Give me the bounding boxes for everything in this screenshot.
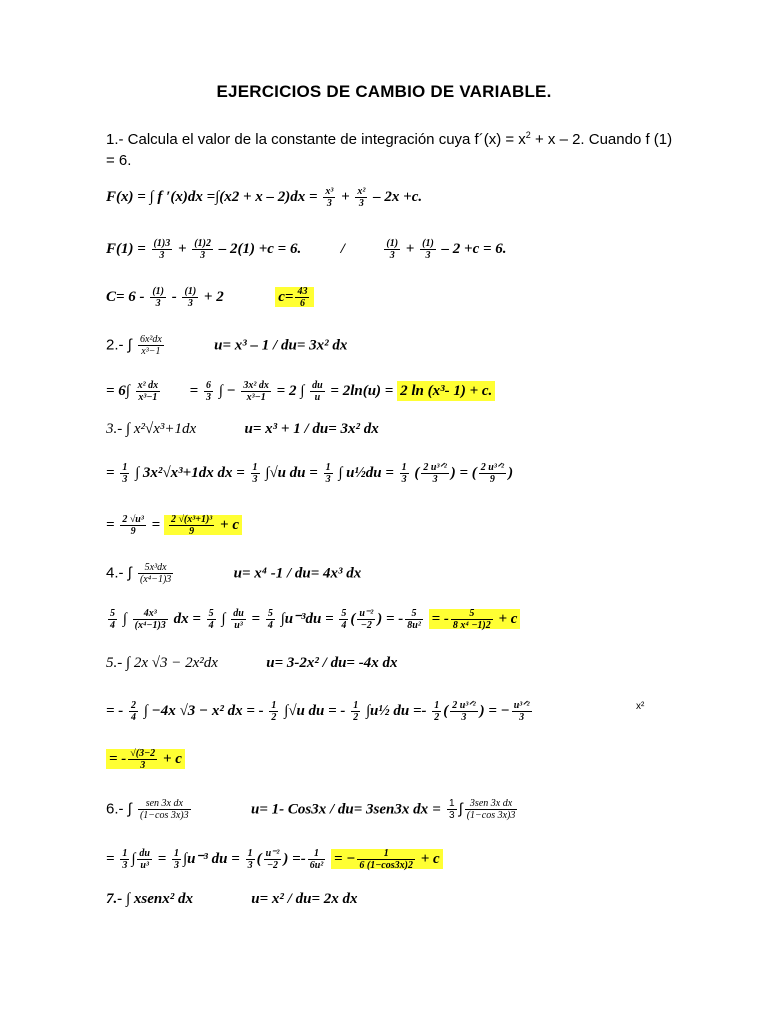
statement-sup: 2 bbox=[525, 130, 531, 140]
exercise-1-statement bbox=[106, 126, 672, 149]
exercise-4-statement: 4.- ∫ $\frac{\text{5x³dx}}{\text{(x⁴−1)3}}$ u= x⁴ -1 / du= 4x³ dx bbox=[106, 562, 362, 585]
fraction: $\frac{\text{3x² dx}}{\text{x³−1}}$ bbox=[243, 380, 269, 403]
exercise-6-statement: 6.- ∫ $\frac{\text{sen 3x dx}}{(1-\cos 3x)3}$ u= 1- Cos3x / du= 3sen3x dx = $\frac{1}{3}$ ∫ $\frac{\text{3sen 3x dx}}{(1-\cos 3x)3}$ bbox=[106, 798, 516, 821]
exercise-3-line-3: = $\frac{\text{2 √u³}}{9}$ = $\frac{\text{2 √(x³+1)³}}{9}$ + c bbox=[106, 514, 242, 537]
substitution: u= x⁴ -1 / du= 4x³ dx bbox=[233, 565, 362, 582]
highlighted-answer: = - $\frac{5}{\text{8 x⁴ −1)2}}$ + c bbox=[429, 609, 521, 629]
highlighted-answer: = − $\frac{1}{6 (1-\cos 3x)2}$ + c bbox=[331, 849, 443, 869]
highlighted-answer: = - $\frac{√(3-2}{3}$ + c bbox=[106, 749, 185, 769]
slash: / bbox=[340, 240, 345, 257]
substitution: u= x² / du= 2x dx bbox=[251, 891, 358, 907]
page-title: EJERCICIOS DE CAMBIO DE VARIABLE. bbox=[216, 82, 552, 101]
exercise-label: 5.- ∫ 2x √3 − 2x²dx bbox=[106, 655, 218, 671]
statement-text-b: + x – 2. Cuando f (1) bbox=[530, 131, 673, 148]
fraction: $\frac{(1)3}{3}$ bbox=[153, 238, 171, 261]
substitution: u= x³ + 1 / du= 3x² dx bbox=[244, 421, 379, 437]
expr: F(1) = bbox=[106, 240, 150, 257]
expr: + 2 bbox=[203, 288, 224, 305]
expr: + bbox=[341, 188, 354, 205]
substitution: u= 3-2x² / du= -4x dx bbox=[266, 655, 398, 671]
highlighted-answer: 2 ln (x³- 1) + c. bbox=[397, 381, 495, 401]
fraction: $\frac{(1)}{3}$ bbox=[386, 238, 399, 261]
expr: – 2(1) +c = 6. bbox=[218, 240, 302, 257]
exercise-label: 6.- ∫ bbox=[106, 800, 132, 818]
fraction: $\frac{(1)}{3}$ bbox=[422, 238, 434, 261]
fraction: $\frac{\text{x³}}{3}$ bbox=[325, 186, 334, 209]
expr: F(x) = ∫ f ′(x)dx =∫(x2 + x – 2)dx = bbox=[106, 188, 318, 205]
exercise-7-statement bbox=[106, 890, 358, 908]
exercise-3-statement bbox=[106, 420, 379, 438]
exercise-label: 4.- ∫ bbox=[106, 564, 132, 582]
exercise-label: 7.- ∫ xsenx² dx bbox=[106, 891, 193, 907]
fraction: $\frac{du}{u}$ bbox=[312, 380, 323, 403]
exercise-2-statement bbox=[106, 334, 347, 357]
exercise-1-line-3 bbox=[106, 286, 314, 309]
fraction: $\frac{(1)}{3}$ bbox=[184, 286, 197, 309]
highlighted-answer: $\frac{\text{2 √(x³+1)³}}{9}$ + c bbox=[164, 515, 242, 535]
expr: + bbox=[177, 240, 191, 257]
exercise-5-line-2: = - $\frac{2}{4}$ ∫ −4x √3 − x² dx = - $\frac{1}{2}$ ∫√u du = - $\frac{1}{2}$ ∫u½ du =- $\frac{1}{2}$ ( $\frac{\text{2 u³ᐟ²}}{3}$ ) = − $\frac{\text{u³ᐟ²}}{3}$ bbox=[106, 700, 530, 723]
exercise-5-statement bbox=[106, 654, 397, 672]
statement-text: 1.- Calcula el valor de la constante de integración cuya f´(x) = x bbox=[106, 131, 526, 148]
expr: – 2 +c = 6. bbox=[441, 240, 507, 257]
exercise-6-line-2: = $\frac{1}{3}$ ∫ $\frac{du}{\text{u³}}$ = $\frac{1}{3}$ ∫u⁻³ du = $\frac{1}{3}$ ( $\frac{\text{u⁻²}}{-2}$ ) =- $\frac{1}{\text{6u²}}$ = − $\frac{1}{6 (1-\cos 3x)2}$ + c bbox=[106, 848, 443, 871]
exercise-label: 3.- ∫ x²√x³+1dx bbox=[106, 421, 197, 437]
exercise-5-line-3 bbox=[106, 748, 185, 771]
fraction: $\frac{(1)2}{3}$ bbox=[194, 238, 211, 261]
expr: - bbox=[171, 288, 181, 305]
fraction: $\frac{6}{3}$ bbox=[205, 380, 211, 403]
exercise-1-line-2: F(1) = $\frac{(1)3}{3}$ + $\frac{(1)2}{3}$ – 2(1) +c = 6. / $\frac{(1)}{3}$ + $\frac{(1)}{3}$ – 2 +c = 6. bbox=[106, 238, 507, 261]
fraction: $\frac{\text{6x²dx}}{\text{x³−1}}$ bbox=[139, 334, 162, 357]
exercise-1-statement-cont: = 6. bbox=[106, 152, 132, 169]
exercise-4-line-2: $\frac{5}{4}$ ∫ $\frac{\text{4x³}}{\text{(x⁴−1)3}}$ dx = $\frac{5}{4}$ ∫ $\frac{du}{\text{u³}}$ = $\frac{5}{4}$ ∫u⁻³du = $\frac{5}{4}$ ( $\frac{\text{u⁻²}}{-2}$ ) = - $\frac{5}{\text{8u²}}$ = - $\frac{5}{\text{8 x⁴ −1)2}}$ + c bbox=[106, 608, 520, 631]
fraction: $\frac{\text{x²}}{3}$ bbox=[357, 186, 366, 209]
substitution: u= x³ – 1 / du= 3x² dx bbox=[214, 337, 348, 354]
fraction: $\frac{\text{x² dx}}{\text{x³−1}}$ bbox=[137, 380, 159, 403]
highlighted-answer: c= $\frac{43}{6}$ bbox=[275, 287, 314, 307]
fraction: $\frac{(1)}{3}$ bbox=[152, 286, 164, 309]
stray-x2: x² bbox=[636, 701, 645, 712]
exercise-1-line-1 bbox=[106, 186, 422, 209]
expr: – 2x +c. bbox=[373, 188, 423, 205]
substitution: u= 1- Cos3x / du= 3sen3x dx bbox=[250, 801, 429, 818]
exercise-label: 2.- ∫ bbox=[106, 336, 132, 354]
expr: C= 6 - bbox=[106, 288, 149, 305]
exercise-3-line-2: = $\frac{1}{3}$ ∫ 3x²√x³+1dx dx = $\frac{1}{3}$ ∫√u du = $\frac{1}{3}$ ∫ u½du = $\frac{1}{3}$ ( $\frac{\text{2 u³ᐟ²}}{3}$ ) = ( $\frac{\text{2 u³ᐟ²}}{9}$ ) bbox=[106, 462, 514, 485]
exercise-2-line-2: = 6∫ $\frac{\text{x² dx}}{\text{x³−1}}$ = $\frac{6}{3}$ ∫ − $\frac{\text{3x² dx}}{\text{x³−1}}$ = 2 ∫ $\frac{du}{u}$ = 2ln(u) = 2 ln (x³- 1) + c. bbox=[106, 380, 495, 403]
